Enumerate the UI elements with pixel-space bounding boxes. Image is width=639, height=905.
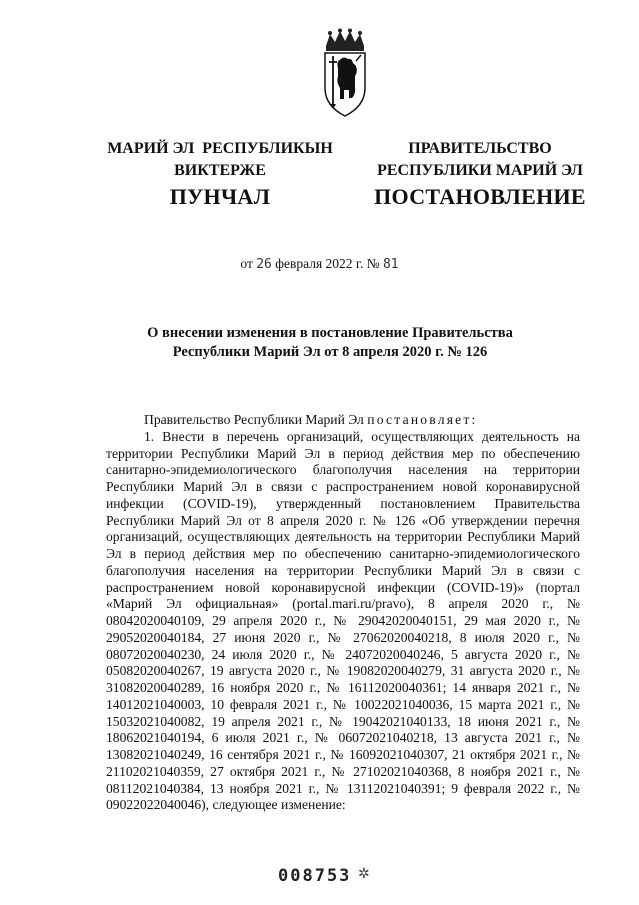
date-prefix: от	[240, 256, 257, 271]
intro-paragraph	[106, 412, 580, 429]
intro-prefix: Правительство Республики Марий Эл	[144, 412, 368, 427]
document-date-line	[0, 256, 639, 272]
date-month-year: февраля 2022 г. №	[271, 256, 383, 271]
header-left-line2: ВИКТЕРЖЕ	[174, 162, 266, 179]
coat-of-arms-emblem	[322, 28, 368, 120]
header-right-line2: РЕСПУБЛИКИ МАРИЙ ЭЛ	[377, 162, 583, 179]
title-line1: О внесении изменения в постановление Правительства	[147, 325, 513, 341]
paragraph-1: 1. Внести в перечень организаций, осуществляющих деятельность на территории Республики Марий Эл в период действия мер по обеспечению санитарно-эпидемиологического благополучия населения на территории Республики Марий Эл в связи с распространением новой коронавирусной инфекции (COVID-19), утвержденный постановлением Правительства Республики Марий Эл от 8 апреля 2020 г. № 126 «Об утверждении перечня организаций, осуществляющих деятельность на территории Республики Марий Эл в период действия мер по обеспечению санитарно-эпидемиологического благополучия населения на территории Республики Марий Эл в связи с распространением новой коронавирусной инфекции (COVID-19)» (портал «Марий Эл официальная» (portal.mari.ru/pravo), 8 апреля 2020 г., № 08042020040109, 29 апреля 2020 г., № 29042020040151, 29 мая 2020 г., № 29052020040184, 27 июня 2020 г., № 27062020040218, 8 июля 2020 г., № 08072020040230, 24 июля 2020 г., № 24072020040246, 5 августа 2020 г., № 05082020040267, 19 августа 2020 г., № 19082020040279, 31 августа 2020 г., № 31082020040289, 16 ноября 2020 г., № 16112020040361; 14 января 2021 г., № 14012021040003, 10 февраля 2021 г., № 10022021040036, 15 марта 2021 г., № 15032021040082, 19 апреля 2021 г., № 19042021040133, 18 июня 2021 г., № 18062021040194, 6 июля 2021 г., № 06072021040218, 13 августа 2021 г., № 13082021040249, 16 сентября 2021 г., № 16092021040307, 21 октября 2021 г., № 21102021040359, 27 октября 2021 г., № 27102021040368, 8 ноября 2021 г., № 08112021040384, 13 ноября 2021 г., № 13112021040391; 9 февраля 2022 г., № 09022022040046), следующее изменение:	[106, 428, 580, 813]
header-right-block	[355, 138, 605, 208]
document-title	[110, 324, 550, 362]
header-left-doc-type: ПУНЧАЛ	[169, 184, 271, 209]
document-number: 81	[382, 257, 399, 272]
intro-spaced-word: постановляет:	[367, 412, 478, 427]
title-line2: Республики Марий Эл от 8 апреля 2020 г. № 126	[172, 344, 488, 360]
ornament-mark: ✲	[358, 867, 370, 882]
header-right-line1: ПРАВИТЕЛЬСТВО	[408, 140, 552, 157]
date-day: 26	[256, 257, 272, 272]
header-left-line1: МАРИЙ ЭЛ РЕСПУБЛИКЫН	[107, 140, 333, 157]
header-right-doc-type: ПОСТАНОВЛЕНИЕ	[374, 184, 586, 209]
serial-number: 008753	[278, 866, 352, 886]
document-body	[106, 412, 580, 814]
header-left-block	[90, 138, 350, 208]
